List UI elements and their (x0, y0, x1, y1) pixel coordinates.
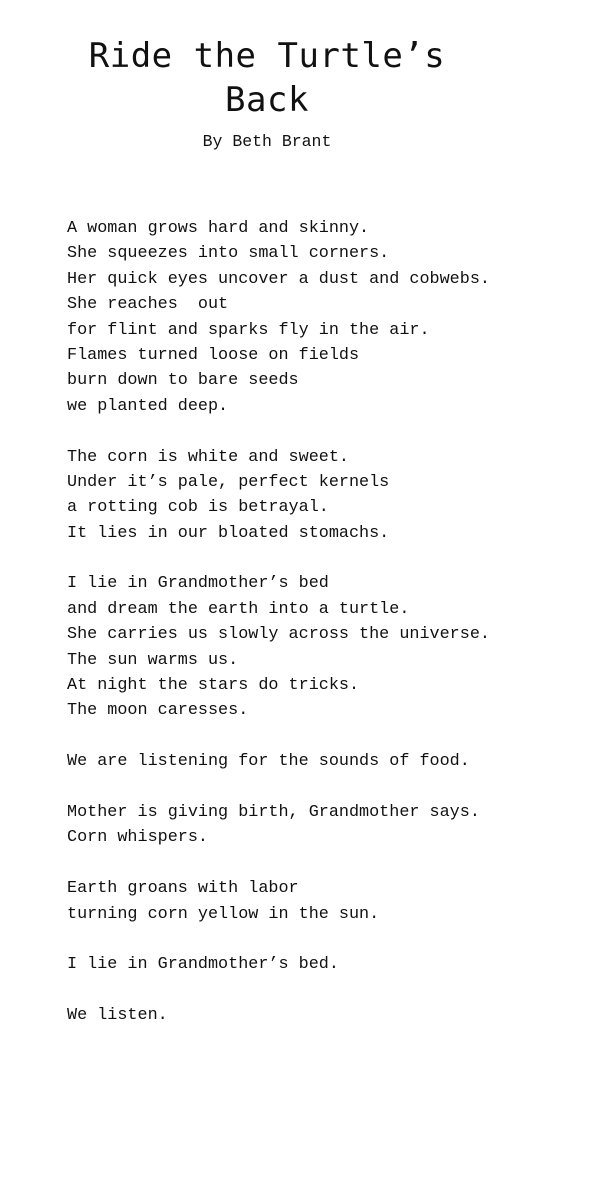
poem-line: turning corn yellow in the sun. (67, 904, 380, 924)
poem-line: She carries us slowly across the universe. (67, 625, 490, 645)
poem-line: She squeezes into small corners. (67, 244, 390, 264)
stanza-4 (67, 749, 587, 774)
stanza-6 (67, 876, 587, 927)
stanza-3 (67, 571, 587, 723)
poem-line: a rotting cob is betrayal. (67, 498, 329, 518)
poem-byline: By Beth Brant (202, 132, 332, 151)
poem-line: Flames turned loose on fields (67, 345, 360, 365)
poem-line: She reaches out (67, 295, 229, 315)
stanza-5 (67, 800, 587, 851)
poem-line: We are listening for the sounds of food. (67, 752, 470, 772)
poem-line: Corn whispers. (67, 828, 208, 848)
poem-line: It lies in our bloated stomachs. (67, 523, 390, 543)
poem-line: The moon caresses. (67, 701, 249, 721)
stanza-1 (67, 216, 587, 419)
poem-line: Her quick eyes uncover a dust and cobwebs. (67, 269, 490, 289)
poem-title: Ride the Turtle’s Back (88, 36, 446, 120)
poem-line: Earth groans with labor (67, 879, 299, 899)
poem-line: Mother is giving birth, Grandmother says. (67, 802, 480, 822)
stanza-7 (67, 952, 587, 977)
poem-line: The sun warms us. (67, 650, 239, 670)
poem-line: At night the stars do tricks. (67, 676, 360, 696)
poem-line: Under it’s pale, perfect kernels (67, 472, 390, 492)
poem-line: burn down to bare seeds (67, 371, 299, 391)
poem-line: The corn is white and sweet. (67, 447, 349, 467)
poem-body (67, 216, 587, 1054)
poem-line: I lie in Grandmother’s bed (67, 574, 329, 594)
poem-line: for flint and sparks fly in the air. (67, 320, 430, 340)
stanza-2 (67, 445, 587, 547)
poem-line: and dream the earth into a turtle. (67, 599, 410, 619)
poem-line: A woman grows hard and skinny. (67, 219, 370, 238)
poem-line: We listen. (67, 1006, 168, 1026)
poem-line: I lie in Grandmother’s bed. (67, 955, 339, 975)
poem-line: we planted deep. (67, 396, 229, 416)
stanza-8 (67, 1003, 587, 1028)
